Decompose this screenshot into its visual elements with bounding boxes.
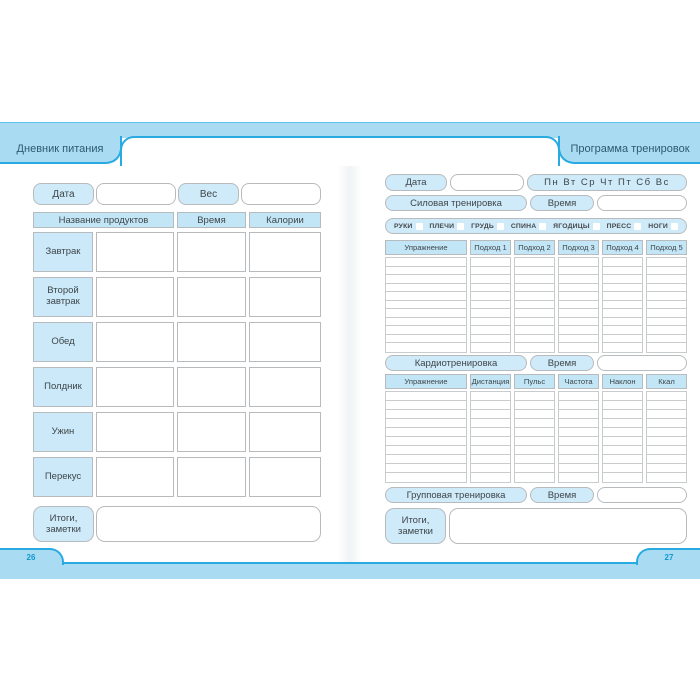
workout-notes-field [449,508,687,544]
muscle-checkbox [593,223,600,230]
muscle-checkbox [416,223,423,230]
column-header: Подход 4 [602,240,643,255]
column-header: Подход 3 [558,240,599,255]
table-column [385,374,467,483]
page-fold-shadow [338,166,362,562]
empty-row [515,473,554,482]
empty-row [603,446,642,455]
empty-row [603,437,642,446]
empty-row [471,392,510,401]
empty-row [515,301,554,310]
notes-label: Итоги, заметки [33,506,94,542]
column-header: Частота [558,374,599,389]
empty-row [559,309,598,318]
empty-row [515,258,554,267]
column-header: Подход 1 [470,240,511,255]
empty-row [386,326,466,335]
empty-row [515,267,554,276]
food-rows [33,232,321,502]
cardio-table [385,374,687,483]
date-label-button: Дата [33,183,94,205]
table-column [646,240,687,353]
empty-row [647,428,686,437]
muscle-label: ЯГОДИЦЫ [553,222,590,230]
empty-row [386,318,466,327]
food-table-header [33,212,321,228]
empty-row [647,446,686,455]
muscle-item [511,223,547,230]
empty-row [647,343,686,352]
meal-label: Второй завтрак [33,277,93,317]
empty-row [647,275,686,284]
empty-row [386,410,466,419]
group-time-label: Время [530,487,594,503]
notes-field [96,506,321,542]
strength-training-label: Силовая тренировка [385,195,527,211]
muscle-checkbox [539,223,546,230]
empty-row [603,326,642,335]
column-rows [558,257,599,353]
empty-row [386,392,466,401]
time-cell [177,367,246,407]
bottom-band [0,562,700,579]
meal-row [33,322,321,362]
weight-label-button: Вес [178,183,239,205]
empty-row [647,335,686,344]
column-rows [385,257,467,353]
page-number-right: 27 [664,553,674,562]
empty-row [386,464,466,473]
workout-date-label-button: Дата [385,174,447,191]
empty-row [559,401,598,410]
muscle-groups-bar [385,218,687,234]
meal-row [33,412,321,452]
empty-row [471,464,510,473]
table-column [602,374,643,483]
empty-row [471,318,510,327]
empty-row [559,343,598,352]
empty-row [647,301,686,310]
empty-row [647,392,686,401]
products-cell [96,322,174,362]
empty-row [386,437,466,446]
muscle-item [394,223,423,230]
empty-row [559,410,598,419]
calories-cell [249,322,321,362]
empty-row [515,292,554,301]
table-column [558,374,599,483]
empty-row [647,284,686,293]
empty-row [603,335,642,344]
calories-cell [249,232,321,272]
column-header: Ккал [646,374,687,389]
empty-row [603,419,642,428]
muscle-label: НОГИ [648,222,668,230]
empty-row [515,343,554,352]
empty-row [386,309,466,318]
empty-row [647,258,686,267]
muscle-checkbox [671,223,678,230]
cardio-time-label: Время [530,355,594,371]
empty-row [559,284,598,293]
workout-program-tab-title: Программа тренировок [570,143,690,155]
empty-row [515,464,554,473]
empty-row [559,392,598,401]
empty-row [471,419,510,428]
group-time-field [597,487,687,503]
empty-row [647,318,686,327]
empty-row [603,309,642,318]
empty-row [386,401,466,410]
muscle-label: СПИНА [510,222,537,230]
calories-cell [249,457,321,497]
page-number-left: 26 [26,553,36,562]
time-cell [177,277,246,317]
empty-row [603,343,642,352]
table-column [470,374,511,483]
products-cell [96,367,174,407]
empty-row [559,326,598,335]
cardio-training-label: Кардиотренировка [385,355,527,371]
empty-row [647,292,686,301]
empty-row [515,318,554,327]
empty-row [603,292,642,301]
empty-row [386,292,466,301]
workout-date-field [450,174,524,191]
empty-row [386,284,466,293]
empty-row [647,419,686,428]
empty-row [559,455,598,464]
empty-row [386,301,466,310]
empty-row [471,284,510,293]
table-column [514,240,555,353]
meal-label: Завтрак [33,232,93,272]
empty-row [515,284,554,293]
empty-row [559,301,598,310]
empty-row [559,419,598,428]
empty-row [559,464,598,473]
workout-notes-label: Итоги, заметки [385,508,446,544]
empty-row [647,267,686,276]
empty-row [647,455,686,464]
time-cell [177,457,246,497]
empty-row [471,401,510,410]
empty-row [386,343,466,352]
meal-label: Ужин [33,412,93,452]
empty-row [647,410,686,419]
strength-title-row [385,195,687,211]
meal-label: Полдник [33,367,93,407]
empty-row [603,267,642,276]
empty-row [515,326,554,335]
muscle-checkbox [497,223,504,230]
empty-row [603,301,642,310]
muscle-item [607,223,642,230]
column-header: Подход 5 [646,240,687,255]
calories-cell [249,277,321,317]
column-rows [602,257,643,353]
column-header: Упражнение [385,374,467,389]
table-column [558,240,599,353]
workout-notes-row [385,508,687,544]
empty-row [559,446,598,455]
empty-row [603,275,642,284]
date-weight-row [33,183,321,205]
column-rows [514,257,555,353]
empty-row [515,455,554,464]
muscle-item [429,223,464,230]
empty-row [515,428,554,437]
empty-row [515,401,554,410]
empty-row [647,473,686,482]
column-rows [646,391,687,483]
column-header: Пульс [514,374,555,389]
meal-row [33,457,321,497]
empty-row [471,473,510,482]
empty-row [603,455,642,464]
empty-row [471,343,510,352]
empty-row [559,318,598,327]
column-header-products: Название продуктов [33,212,174,228]
page-number-right-tab [636,548,700,565]
empty-row [471,292,510,301]
empty-row [603,464,642,473]
empty-row [471,428,510,437]
empty-row [471,275,510,284]
table-column [646,374,687,483]
empty-row [559,473,598,482]
empty-row [559,292,598,301]
empty-row [471,267,510,276]
food-notes-row [33,506,321,542]
empty-row [386,419,466,428]
empty-row [647,464,686,473]
empty-row [471,309,510,318]
meal-label: Обед [33,322,93,362]
empty-row [515,392,554,401]
calories-cell [249,412,321,452]
column-header: Наклон [602,374,643,389]
empty-row [471,335,510,344]
column-rows [470,391,511,483]
empty-row [471,437,510,446]
empty-row [515,437,554,446]
calories-cell [249,367,321,407]
muscle-label: ПЛЕЧИ [429,222,455,230]
empty-row [515,446,554,455]
empty-row [471,446,510,455]
cardio-title-row [385,355,687,371]
empty-row [515,309,554,318]
products-cell [96,412,174,452]
empty-row [471,455,510,464]
empty-row [559,258,598,267]
empty-row [559,335,598,344]
muscle-checkbox [457,223,464,230]
table-column [514,374,555,483]
time-cell [177,322,246,362]
column-header: Упражнение [385,240,467,255]
tab-workout-program [558,136,700,164]
column-rows [514,391,555,483]
muscle-label: ПРЕСС [606,222,632,230]
empty-row [603,258,642,267]
empty-row [386,446,466,455]
meal-row [33,277,321,317]
tab-food-diary [0,136,122,164]
column-rows [646,257,687,353]
column-rows [602,391,643,483]
meal-row [33,367,321,407]
empty-row [515,275,554,284]
strength-time-field [597,195,687,211]
muscle-item [471,223,504,230]
empty-row [603,392,642,401]
empty-row [559,437,598,446]
empty-row [603,401,642,410]
empty-row [559,428,598,437]
meal-label: Перекус [33,457,93,497]
empty-row [386,267,466,276]
muscle-label: РУКИ [394,222,413,230]
products-cell [96,232,174,272]
column-rows [558,391,599,483]
empty-row [386,455,466,464]
empty-row [647,309,686,318]
column-rows [385,391,467,483]
group-training-label: Групповая тренировка [385,487,527,503]
muscle-label: ГРУДЬ [471,222,494,230]
food-diary-tab-title: Дневник питания [16,143,104,155]
column-header: Подход 2 [514,240,555,255]
strength-table [385,240,687,353]
group-training-row [385,487,687,503]
weekdays-button: Пн Вт Ср Чт Пт Сб Вс [527,174,687,191]
column-header: Дистанция [470,374,511,389]
weight-value-field [241,183,321,205]
date-value-field [96,183,176,205]
empty-row [471,258,510,267]
muscle-item [648,223,678,230]
empty-row [603,284,642,293]
empty-row [471,410,510,419]
table-column [470,240,511,353]
empty-row [386,428,466,437]
time-cell [177,232,246,272]
page-number-left-tab [0,548,64,565]
empty-row [603,473,642,482]
empty-row [515,410,554,419]
empty-row [647,401,686,410]
products-cell [96,277,174,317]
empty-row [515,335,554,344]
empty-row [471,326,510,335]
empty-row [386,473,466,482]
empty-row [603,410,642,419]
empty-row [559,275,598,284]
empty-row [647,437,686,446]
empty-row [471,301,510,310]
empty-row [647,326,686,335]
empty-row [559,267,598,276]
empty-row [515,419,554,428]
column-rows [470,257,511,353]
products-cell [96,457,174,497]
page-top-border-panel [120,136,560,166]
empty-row [386,275,466,284]
workout-date-row [385,174,687,191]
empty-row [386,258,466,267]
column-header-time: Время [177,212,246,228]
empty-row [386,335,466,344]
muscle-checkbox [634,223,641,230]
time-cell [177,412,246,452]
strength-time-label: Время [530,195,594,211]
table-column [602,240,643,353]
table-column [385,240,467,353]
meal-row [33,232,321,272]
column-header-calories: Калории [249,212,321,228]
empty-row [603,318,642,327]
muscle-item [553,223,600,230]
empty-row [603,428,642,437]
cardio-time-field [597,355,687,371]
